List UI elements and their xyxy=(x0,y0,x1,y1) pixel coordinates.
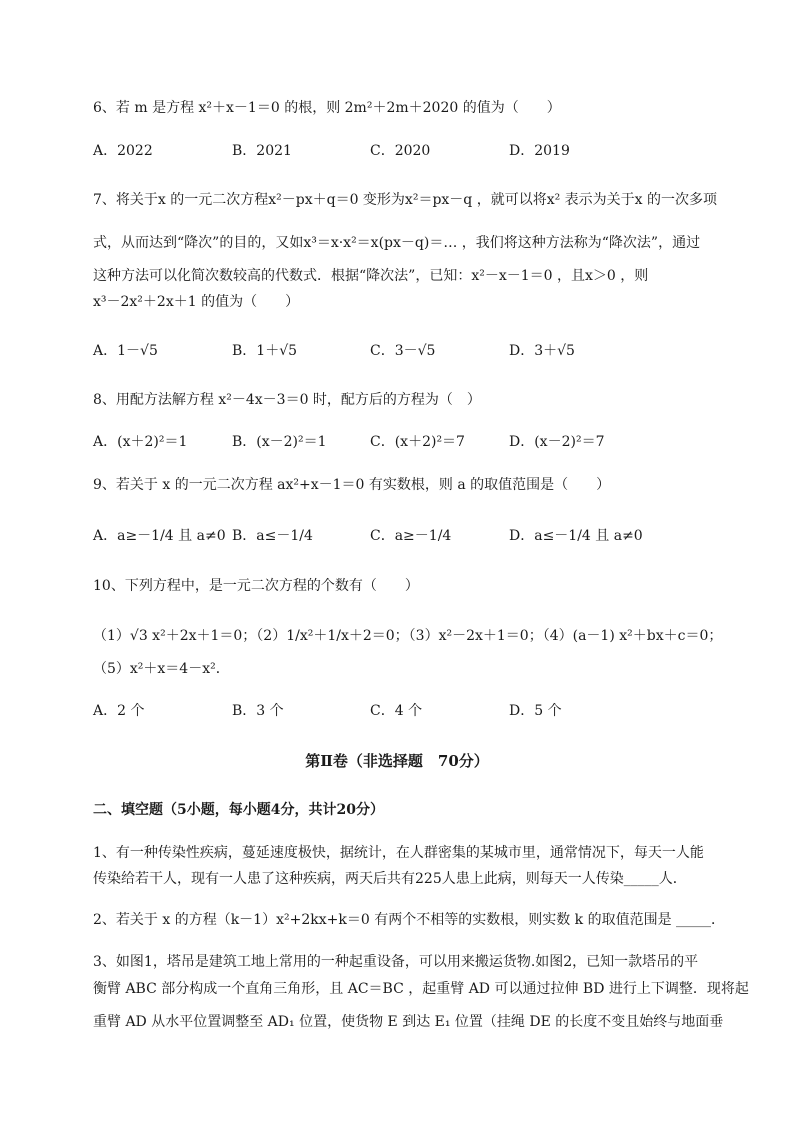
q8-option-d: D．(x－2)²＝7 xyxy=(509,434,605,450)
q10-option-b: B．3 个 xyxy=(232,703,284,719)
q6-option-c: C．2020 xyxy=(370,143,431,159)
q7-option-b: B．1＋√5 xyxy=(232,343,298,359)
q6-option-b: B．2021 xyxy=(232,143,292,159)
fill-q1-line-1: 1、有一种传染性疾病，蔓延速度极快，据统计，在人群密集的某城市里，通常情况下，每天一人能 xyxy=(93,845,704,861)
q8-option-c: C．(x＋2)²＝7 xyxy=(370,434,465,450)
q6-options xyxy=(93,141,753,161)
q8-stem: 8、用配方法解方程 x²－4x－3＝0 时，配方后的方程为（ ） xyxy=(93,392,481,408)
q10-option-d: D．5 个 xyxy=(509,703,562,719)
q6-option-d: D．2019 xyxy=(509,143,570,159)
q9-option-b: B．a≤－1/4 xyxy=(232,528,313,544)
q10-stem: 10、下列方程中，是一元二次方程的个数有（ ） xyxy=(93,578,419,594)
q9-option-a: A．a≥－1/4 且 a≠0 xyxy=(93,528,226,544)
q8-options xyxy=(93,432,753,452)
q7-option-c: C．3－√5 xyxy=(370,343,436,359)
fill-q1-line-2: 传染给若干人，现有一人患了这种疾病，两天后共有225人患上此病，则每天一人传染_____人． xyxy=(93,871,687,887)
q10-items-1: （1）√3 x²＋2x＋1＝0；（2）1/x²＋1/x＋2＝0；（3）x²－2x＋1＝0；（4）(a－1) x²＋bx＋c＝0； xyxy=(93,628,723,644)
q7-options xyxy=(93,341,753,361)
section-subtitle: 二、填空题（5小题，每小题4分，共计20分） xyxy=(93,802,384,818)
q7-line-4: x³－2x²＋2x＋1 的值为（ ） xyxy=(93,294,300,310)
q10-items-2: （5）x²＋x＝4－x²． xyxy=(93,661,230,677)
q7-line-2: 式，从而达到“降次”的目的，又如x³＝x·x²＝x(px－q)＝… ，我们将这种方法称为“降次法”，通过 xyxy=(93,235,701,251)
q10-option-c: C．4 个 xyxy=(370,703,423,719)
q9-options xyxy=(93,526,753,546)
fill-q3-line-2: 衡臂 ABC 部分构成一个直角三角形，且 AC＝BC ，起重臂 AD 可以通过拉伸 BD 进行上下调整．现将起 xyxy=(93,981,749,997)
q9-stem: 9、若关于 x 的一元二次方程 ax²+x－1＝0 有实数根，则 a 的取值范围是（ ） xyxy=(93,477,611,493)
q7-line-3: 这种方法可以化简次数较高的代数式．根据“降次法”，已知：x²－x－1＝0 ，且x＞0 ，则 xyxy=(93,268,649,284)
q7-option-a: A．1－√5 xyxy=(93,343,158,359)
fill-question-2: 2、若关于 x 的方程（k－1）x²+2kx+k＝0 有两个不相等的实数根，则实数 k 的取值范围是 _____． xyxy=(93,912,726,928)
q8-option-a: A．(x＋2)²＝1 xyxy=(93,434,188,450)
q10-option-a: A．2 个 xyxy=(93,703,145,719)
q10-options xyxy=(93,701,753,721)
q9-option-d: D．a≤－1/4 且 a≠0 xyxy=(509,528,643,544)
q9-option-c: C．a≥－1/4 xyxy=(370,528,452,544)
section-title: 第Ⅱ卷（非选择题 70分） xyxy=(305,752,489,770)
fill-q3-line-3: 重臂 AD 从水平位置调整至 AD₁ 位置，使货物 E 到达 E₁ 位置（挂绳 DE 的长度不变且始终与地面垂 xyxy=(93,1014,724,1030)
q8-option-b: B．(x－2)²＝1 xyxy=(232,434,327,450)
q6-stem: 6、若 m 是方程 x²＋x－1＝0 的根，则 2m²＋2m＋2020 的值为（ ） xyxy=(93,100,561,116)
q6-option-a: A．2022 xyxy=(93,143,153,159)
q7-line-1: 7、将关于x 的一元二次方程x²－px＋q＝0 变形为x²＝px－q ，就可以将x² 表示为关于x 的一次多项 xyxy=(93,192,718,208)
fill-q3-line-1: 3、如图1，塔吊是建筑工地上常用的一种起重设备，可以用来搬运货物.如图2，已知一款塔吊的平 xyxy=(93,954,699,970)
q7-option-d: D．3＋√5 xyxy=(509,343,575,359)
